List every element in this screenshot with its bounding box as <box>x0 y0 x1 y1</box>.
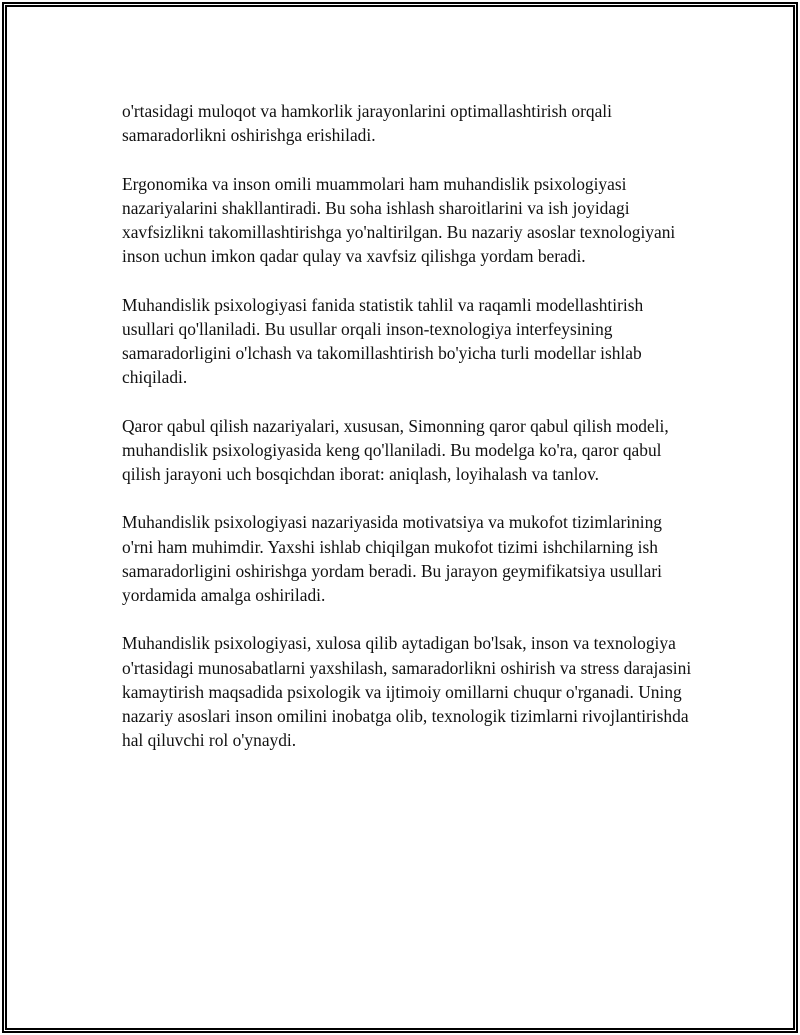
paragraph-3: Muhandislik psixologiyasi fanida statistik tahlil va raqamli modellashtirish usullari qo'llaniladi. Bu usullar orqali inson-texnologiya interfeysining samaradorligini o'lchash va takomillashtirish bo'yicha turli modellar ishlab chiqiladi. <box>122 294 644 388</box>
paragraph-4: Qaror qabul qilish nazariyalari, xususan, Simonning qaror qabul qilish modeli, muhandislik psixologiyasida keng qo'llaniladi. Bu modelga ko'ra, qaror qabul qilish jarayoni uch bosqichdan iborat: aniqlash, loyihalash va tanlov. <box>122 415 669 484</box>
page-border-frame <box>2 2 798 1033</box>
document-body <box>122 99 692 777</box>
paragraph-1: o'rtasidagi muloqot va hamkorlik jarayonlarini optimallashtirish orqali samaradorlikni oshirishga erishiladi. <box>122 101 612 146</box>
paragraph-6: Muhandislik psixologiyasi, xulosa qilib aytadigan bo'lsak, inson va texnologiya o'rtasidagi munosabatlarni yaxshilash, samaradorlikni oshirish va stress darajasini kamaytirish maqsadida psixologik va ijtimoiy omillarni chuqur o'rganadi. Uning nazariy asoslari inson omilini inobatga olib, texnologik tizimlarni rivojlantirishda hal qiluvchi rol o'ynaydi. <box>122 633 692 751</box>
paragraph-5: Muhandislik psixologiyasi nazariyasida motivatsiya va mukofot tizimlarining o'rni ham muhimdir. Yaxshi ishlab chiqilgan mukofot tizimi ishchilarning ish samaradorligini oshirishga yordam beradi. Bu jarayon geymifikatsiya usullari yordamida amalga oshiriladi. <box>122 512 662 605</box>
paragraph-2: Ergonomika va inson omili muammolari ham muhandislik psixologiyasi nazariyalarini shakllantiradi. Bu soha ishlash sharoitlarini va ish joyidagi xavfsizlikni takomillashtirishga yo'naltirilgan. Bu nazariy asoslar texnologiyani inson uchun imkon qadar qulay va xavfsiz qilishga yordam beradi. <box>122 173 676 267</box>
